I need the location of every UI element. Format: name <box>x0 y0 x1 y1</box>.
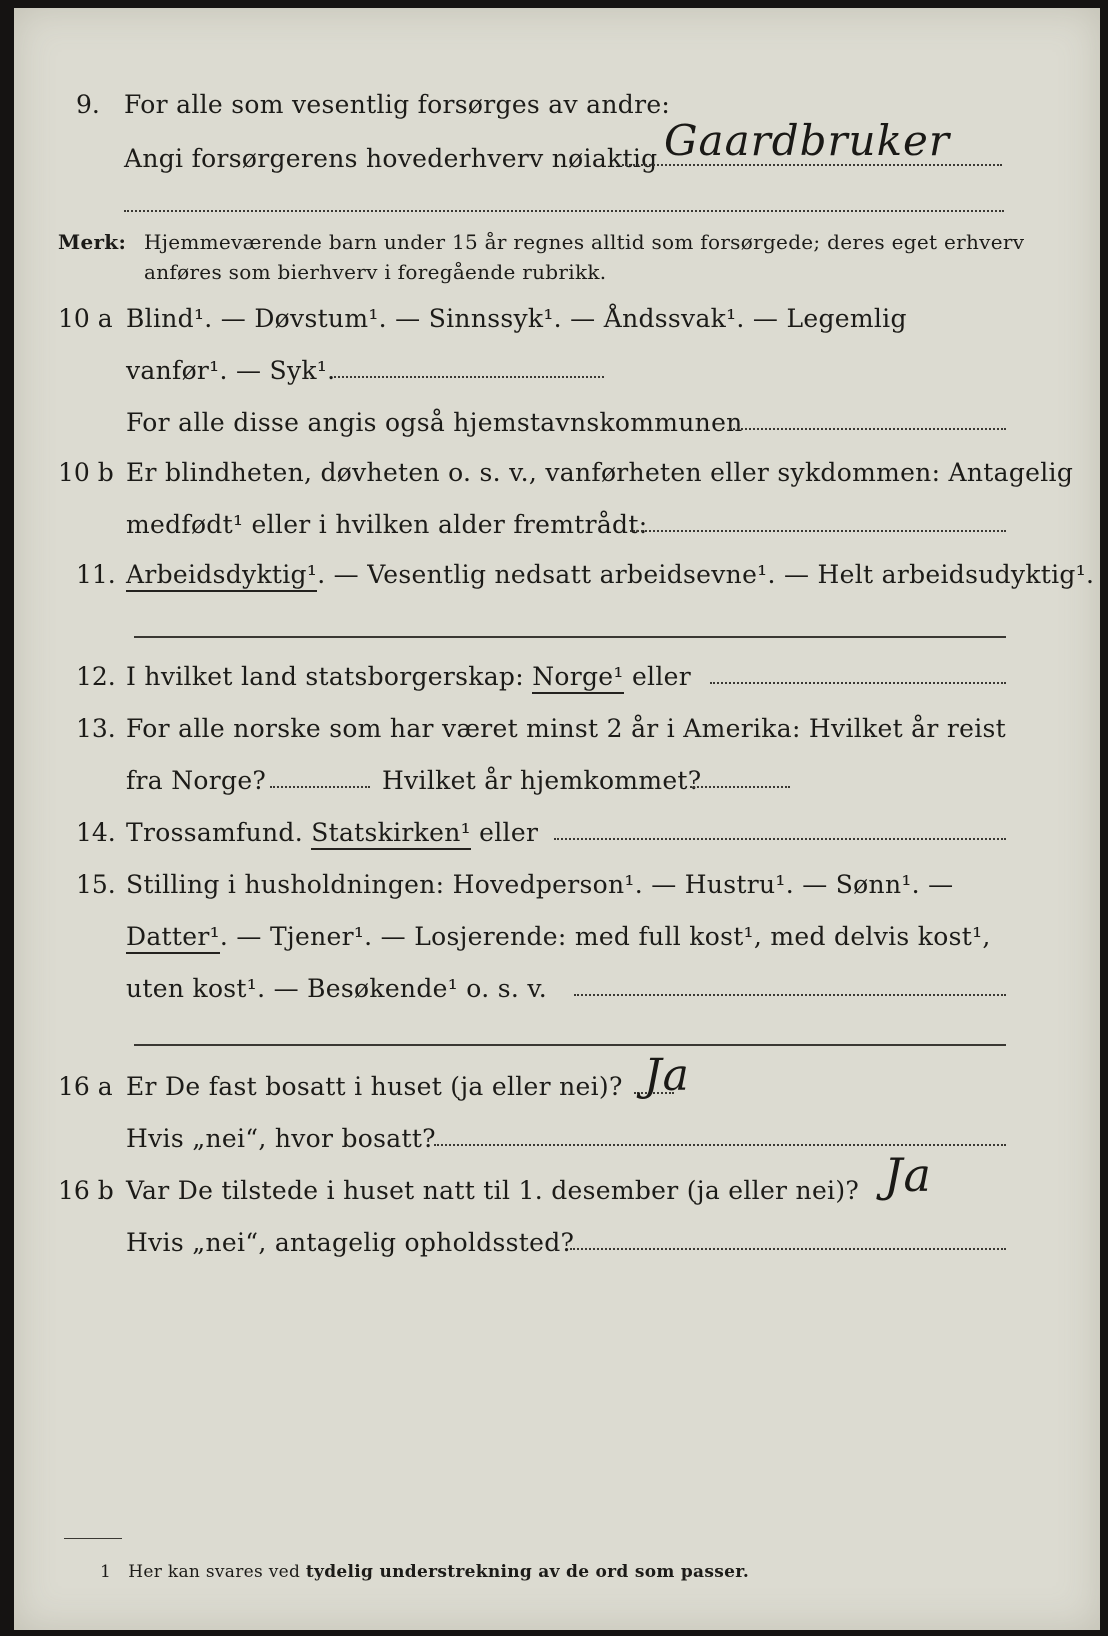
q12-number: 12. <box>76 662 116 691</box>
q15-line2-rest: . — Tjener¹. — Losjerende: med full kost¹, med delvis kost¹, <box>219 922 991 951</box>
q12-line <box>126 662 691 691</box>
footnote-text: Her kan svares ved <box>128 1562 301 1582</box>
q13-number: 13. <box>76 714 116 743</box>
q13-line2a: fra Norge? <box>126 766 267 795</box>
footnote-bold-text: tydelig understrekning av de ord som passer. <box>305 1562 750 1582</box>
q9-line1: For alle som vesentlig forsørges av andre: <box>124 90 671 119</box>
q13-line2b: Hvilket år hjemkommet? <box>382 766 702 795</box>
q9-number: 9. <box>76 90 100 119</box>
q11-number: 11. <box>76 560 116 589</box>
q10a-syk-line <box>334 376 604 378</box>
q14-post: eller <box>479 818 539 847</box>
q10a-number: 10 a <box>58 304 113 333</box>
q14-number: 14. <box>76 818 116 847</box>
q15-line3: uten kost¹. — Besøkende¹ o. s. v. <box>126 974 548 1003</box>
q14-option-statskirken: Statskirken¹ <box>311 818 471 850</box>
q16a-where-line <box>434 1144 1006 1146</box>
footnote-mark: 1 <box>100 1562 112 1582</box>
q13-line1: For alle norske som har været minst 2 år i Amerika: Hvilket år reist <box>126 714 1007 743</box>
q9-extra-line <box>124 210 1004 212</box>
q15-other-line <box>574 994 1006 996</box>
q16a-line2: Hvis „nei“, hvor bosatt? <box>126 1124 436 1153</box>
merk-line1: Hjemmeværende barn under 15 år regnes alltid som forsørgede; deres eget erhverv <box>144 230 1025 254</box>
footnote-rule <box>64 1538 122 1539</box>
q16a-handwritten-answer: Ja <box>644 1050 690 1101</box>
q10b-line1: Er blindheten, døvheten o. s. v., vanførheten eller sykdommen: Antagelig <box>126 458 1074 487</box>
q16b-line1: Var De tilstede i huset natt til 1. desember (ja eller nei)? <box>126 1176 860 1205</box>
q15-line2 <box>126 922 991 951</box>
q10b-age-line <box>630 530 1006 532</box>
q16b-handwritten-answer: Ja <box>884 1148 932 1202</box>
q13-left-line <box>270 786 370 788</box>
q13-return-line <box>690 786 790 788</box>
q10b-number: 10 b <box>58 458 114 487</box>
q15-blank-line <box>134 1044 1006 1046</box>
q10a-line2: vanfør¹. — Syk¹. <box>126 356 336 385</box>
q12-other-line <box>710 682 1006 684</box>
merk-line2: anføres som bierhverv i foregående rubrikk. <box>144 260 607 284</box>
q15-number: 15. <box>76 870 116 899</box>
footnote <box>100 1562 749 1582</box>
q12-post: eller <box>631 662 691 691</box>
q11-rest: . — Vesentlig nedsatt arbeidsevne¹. — Helt arbeidsudyktig¹. <box>317 560 1095 589</box>
q14-pre: Trossamfund. <box>126 818 303 847</box>
q14-line <box>126 818 538 847</box>
q11-blank-line <box>134 636 1006 638</box>
q9-line2: Angi forsørgerens hovederhverv nøiaktig <box>124 144 658 173</box>
q16b-number: 16 b <box>58 1176 114 1205</box>
q10b-line2: medfødt¹ eller i hvilken alder fremtrådt: <box>126 510 648 539</box>
q15-line1: Stilling i husholdningen: Hovedperson¹. — Hustru¹. — Sønn¹. — <box>126 870 954 899</box>
q16a-line1: Er De fast bosatt i huset (ja eller nei)? <box>126 1072 623 1101</box>
q16a-number: 16 a <box>58 1072 113 1101</box>
q14-other-line <box>554 838 1006 840</box>
q9-handwritten-answer: Gaardbruker <box>664 116 950 165</box>
q11-line <box>126 560 1094 589</box>
q10a-line1: Blind¹. — Døvstum¹. — Sinnssyk¹. — Åndssvak¹. — Legemlig <box>126 304 907 333</box>
census-form-page <box>14 8 1100 1630</box>
q10a-home-line <box>730 428 1006 430</box>
q10a-line3: For alle disse angis også hjemstavnskommunen <box>126 408 743 437</box>
q16b-place-line <box>570 1248 1006 1250</box>
q11-option-arbeidsdyktig: Arbeidsdyktig¹ <box>126 560 317 592</box>
merk-label: Merk: <box>58 230 127 254</box>
q15-option-datter: Datter¹ <box>126 922 220 954</box>
q12-option-norge: Norge¹ <box>532 662 624 694</box>
q16b-line2: Hvis „nei“, antagelig opholdssted? <box>126 1228 575 1257</box>
q12-pre: I hvilket land statsborgerskap: <box>126 662 524 691</box>
